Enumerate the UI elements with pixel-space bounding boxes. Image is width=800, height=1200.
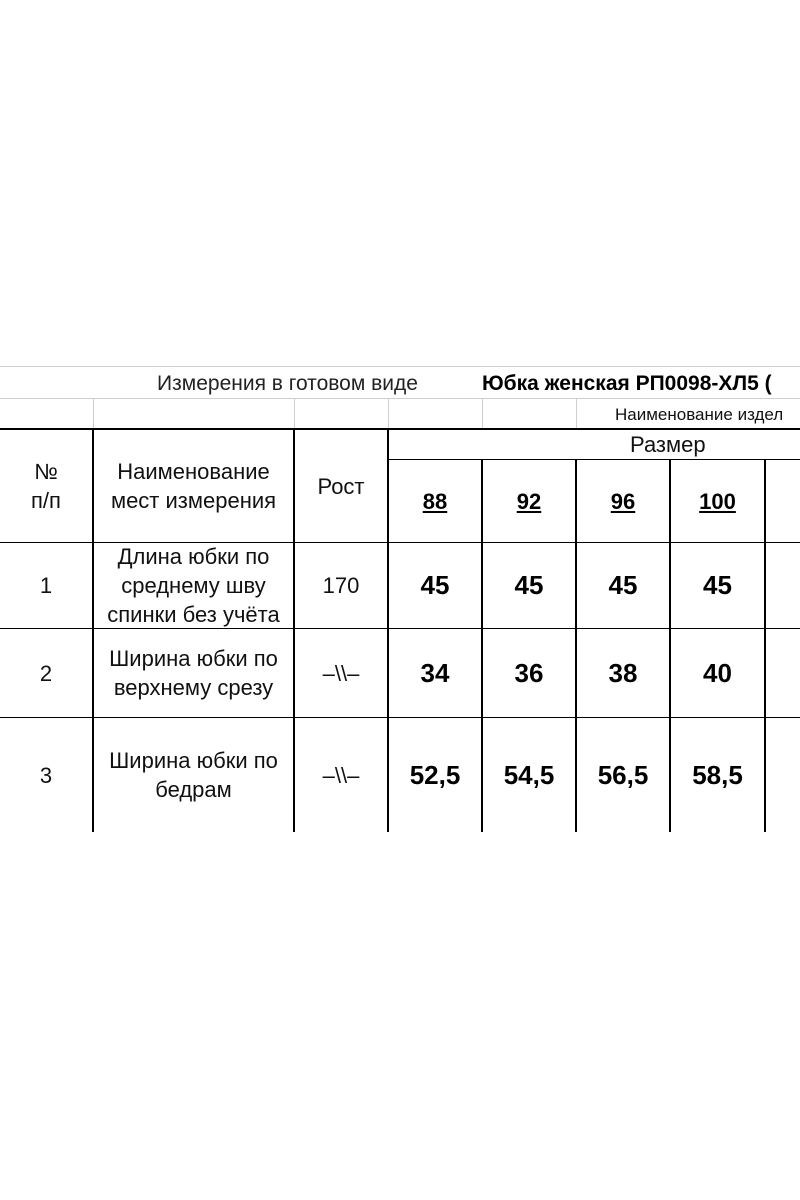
col-border: [764, 459, 766, 832]
product-label: Наименование издел: [615, 404, 784, 424]
size-100: 100: [699, 488, 736, 514]
grid-line: [0, 366, 800, 367]
row-1-name: Длина юбки по среднему шву спинки без учёта: [107, 544, 280, 627]
grid-line: [93, 398, 94, 428]
row-3-height: –\\–: [322, 762, 360, 788]
grid-line: [482, 398, 483, 428]
row-3-value-88: 52,5: [409, 759, 461, 790]
product-name: Юбка женская РП0098-ХЛ5 (: [482, 371, 772, 395]
header-name: Наименование мест измерения: [110, 459, 277, 513]
row-2-value-96: 38: [608, 657, 638, 688]
header-height: Рост: [317, 473, 365, 499]
row-3-value-96: 56,5: [597, 759, 649, 790]
row-1-value-100: 45: [703, 570, 732, 600]
row-1-value-88: 45: [420, 570, 450, 600]
row-1-num: 1: [39, 573, 53, 598]
header-size-group: Размер: [630, 432, 706, 457]
row-2-value-92: 36: [514, 657, 544, 688]
row-2-value-100: 40: [703, 657, 732, 688]
row-2-num: 2: [39, 660, 53, 686]
row-2-value-88: 34: [420, 657, 450, 688]
sheet-title: Измерения в готовом виде: [157, 371, 418, 395]
grid-line: [388, 398, 389, 428]
row-3-name: Ширина юбки по бедрам: [109, 748, 278, 802]
grid-line: [294, 398, 295, 428]
row-1-value-96: 45: [608, 570, 638, 600]
header-num: № п/п: [31, 459, 61, 513]
row-3-value-92: 54,5: [503, 759, 555, 790]
row-1-value-92: 45: [514, 570, 544, 600]
size-88: 88: [422, 488, 448, 514]
row-2-name: Ширина юбки по верхнему срезу: [109, 646, 278, 700]
row-1-height: 170: [322, 573, 360, 598]
row-3-num: 3: [39, 762, 53, 788]
row-2-height: –\\–: [322, 660, 360, 686]
size-96: 96: [610, 488, 636, 514]
row-3-value-100: 58,5: [692, 759, 743, 790]
size-92: 92: [516, 488, 542, 514]
